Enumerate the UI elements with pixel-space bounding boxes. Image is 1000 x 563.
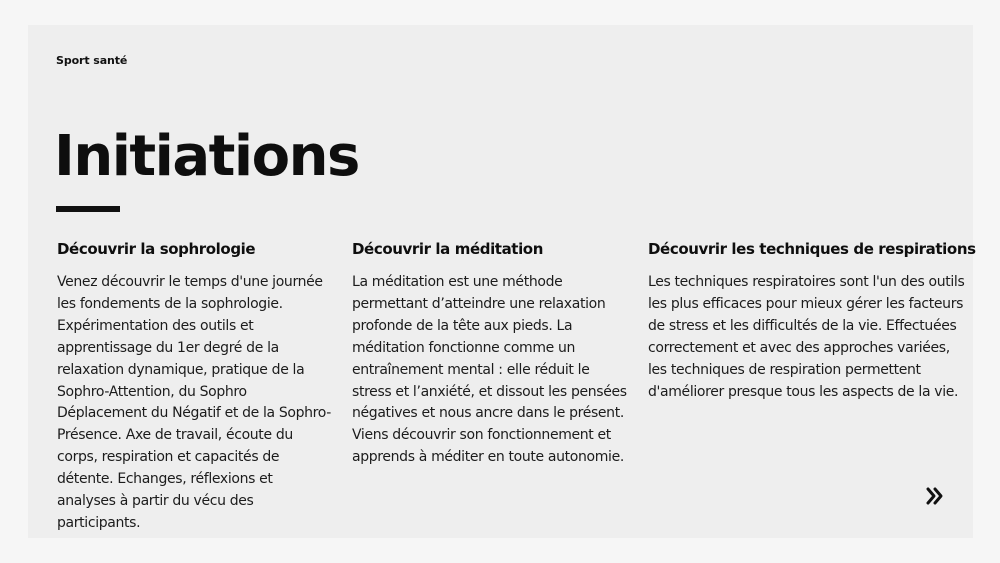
section-respirations xyxy=(648,239,976,403)
page-title: Initiations xyxy=(54,124,359,189)
section-body: Venez découvrir le temps d'une journée les fondements de la sophrologie. Expérimentation des outils et apprentissage du 1er degré de la relaxation dynamique, pratique de la Sophro-Attention, du Sophro Déplacement du Négatif et de la Sophro-Présence. Axe de travail, écoute du corps, respiration et capacités de détente. Echanges, réflexions et analyses à partir du vécu des participants. xyxy=(57,274,331,531)
slide xyxy=(28,25,976,538)
slide-kicker: Sport santé xyxy=(56,54,128,67)
section-meditation xyxy=(352,239,628,469)
section-heading: Découvrir la sophrologie xyxy=(57,240,256,258)
section-body: Les techniques respiratoires sont l'un des outils les plus efficaces pour mieux gérer les facteurs de stress et les difficultés de la vie. Effectuées correctement et avec des approches variées, les techniques de respiration permettent d'améliorer presque tous les aspects de la vie. xyxy=(648,274,965,400)
double-chevron-right-icon[interactable] xyxy=(924,485,946,507)
section-heading: Découvrir les techniques de respirations xyxy=(648,240,976,258)
section-heading: Découvrir la méditation xyxy=(352,240,543,258)
section-sophrologie xyxy=(57,239,333,535)
section-body: La méditation est une méthode permettant d’atteindre une relaxation profonde de la tête aux pieds. La méditation fonctionne comme un entraînement mental : elle réduit le stress et l’anxiété, et dissout les pensées négatives et nous ancre dans le présent. Viens découvrir son fonctionnement et apprends à méditer en toute autonomie. xyxy=(352,274,627,466)
title-underline xyxy=(56,206,120,212)
